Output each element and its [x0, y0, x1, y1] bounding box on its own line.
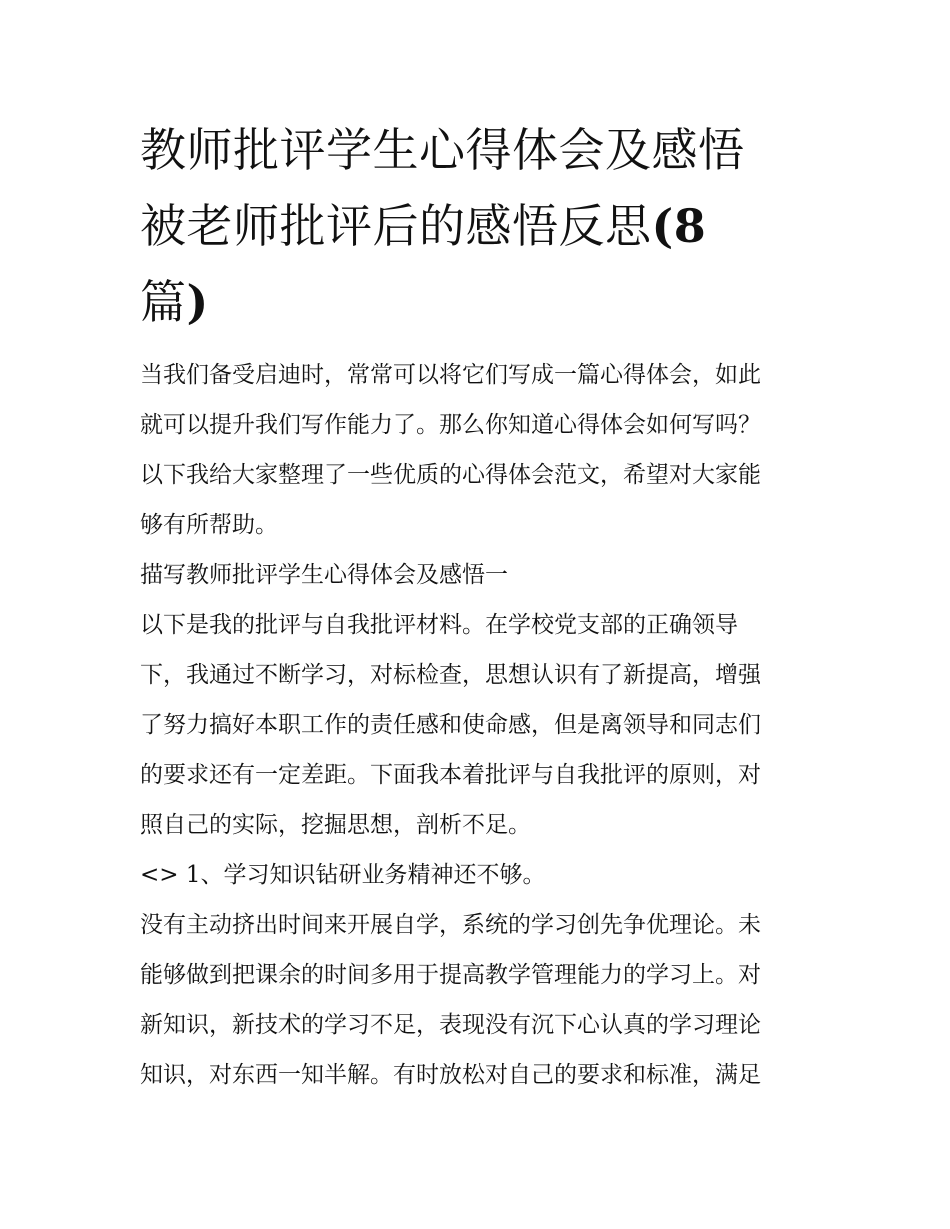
- numbered-point-text: <> 1、学习知识钻研业务精神还不够。: [140, 862, 546, 888]
- body-paragraph-1: [140, 600, 815, 850]
- title-line-2-text: 被老师批评后的感悟反思: [140, 199, 652, 253]
- paragraph-line: 当我们备受启迪时，常常可以将它们写成一篇心得体会，如此: [140, 362, 761, 388]
- section-heading-text: 描写教师批评学生心得体会及感悟一: [140, 562, 508, 588]
- section-heading: [140, 550, 815, 600]
- paragraph-line: 够有所帮助。: [140, 512, 278, 538]
- title-line-1: [140, 112, 815, 188]
- paragraph-line: 的要求还有一定差距。下面我本着批评与自我批评的原则，对: [140, 762, 761, 788]
- paragraph-line: 以下是我的批评与自我批评材料。在学校党支部的正确领导: [140, 612, 738, 638]
- title-line-2: [140, 188, 815, 264]
- body-paragraph-2: [140, 900, 815, 1100]
- paragraph-line: 了努力搞好本职工作的责任感和使命感，但是离领导和同志们: [140, 712, 761, 738]
- paragraph-line: 下，我通过不断学习，对标检查，思想认识有了新提高，增强: [140, 662, 761, 688]
- paragraph-line: 照自己的实际，挖掘思想，剖析不足。: [140, 812, 531, 838]
- numbered-point-1: [140, 850, 815, 900]
- title-line-2-bold-suffix: (8: [651, 199, 707, 253]
- intro-paragraph: [140, 350, 815, 550]
- title-line-3-bold-suffix: ): [186, 275, 209, 329]
- title-line-1-text: 教师批评学生心得体会及感悟: [140, 123, 745, 177]
- paragraph-line: 没有主动挤出时间来开展自学，系统的学习创先争优理论。未: [140, 912, 761, 938]
- document-title: [140, 112, 815, 340]
- paragraph-line: 以下我给大家整理了一些优质的心得体会范文，希望对大家能: [140, 462, 761, 488]
- paragraph-line: 能够做到把课余的时间多用于提高教学管理能力的学习上。对: [140, 962, 761, 988]
- title-line-3: [140, 264, 815, 340]
- paragraph-line: 知识，对东西一知半解。有时放松对自己的要求和标准，满足: [140, 1062, 761, 1088]
- title-line-3-text: 篇: [140, 275, 187, 329]
- paragraph-line: 新知识，新技术的学习不足，表现没有沉下心认真的学习理论: [140, 1012, 761, 1038]
- document-page: [140, 112, 815, 1100]
- paragraph-line: 就可以提升我们写作能力了。那么你知道心得体会如何写吗？: [140, 412, 761, 438]
